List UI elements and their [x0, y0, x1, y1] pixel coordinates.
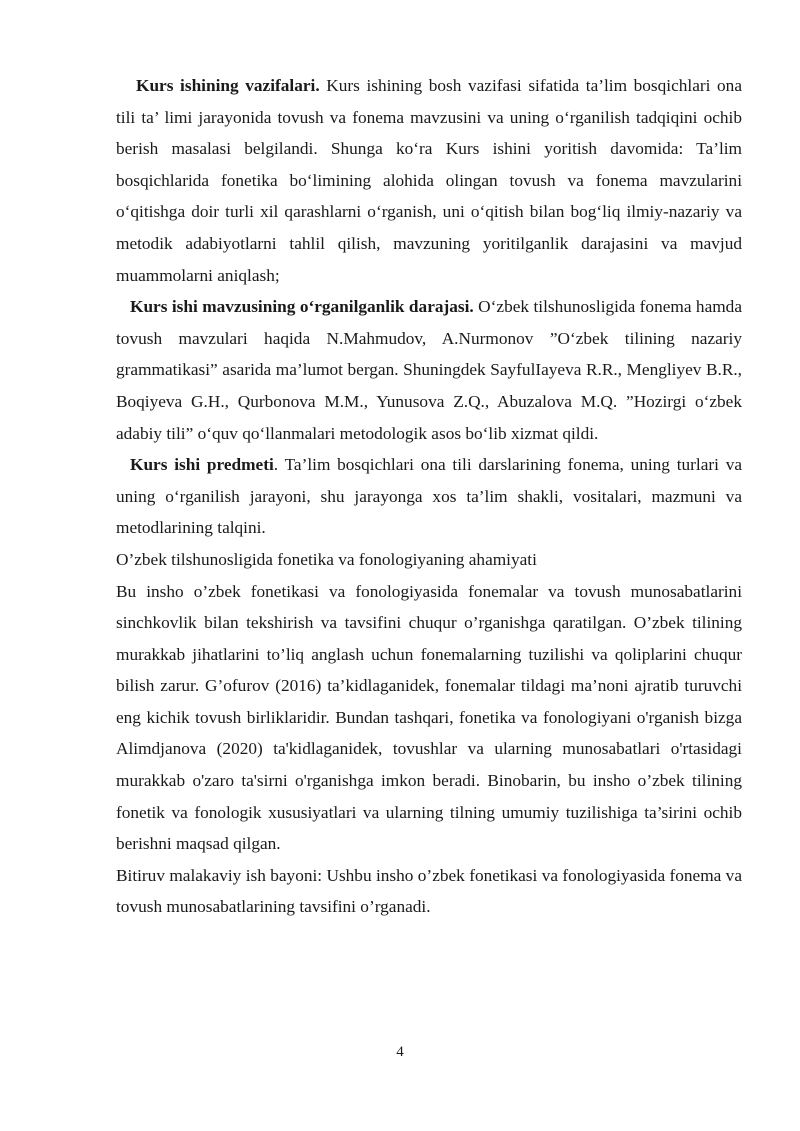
- paragraph-study-level: [116, 291, 742, 449]
- paragraph-course-tasks: [116, 70, 742, 291]
- paragraph-thesis: Bitiruv malakaviy ish bayoni: Ushbu insho o’zbek fonetikasi va fonologiyasida fonema va tovush munosabatlarining tavsifini o’rganadi.: [116, 865, 742, 917]
- document-body: [116, 70, 742, 923]
- paragraph-lead: Kurs ishi mavzusining o‘rganilganlik darajasi.: [130, 297, 474, 317]
- paragraph-text: . Ta’lim bosqichlari ona tili darslarining fonema, uning turlari va uning o‘rganilish jarayoni, shu jarayonga xos ta’lim shakli, vositalari, mazmuni va metodlarining talqini.: [116, 455, 743, 538]
- paragraph-text: O‘zbek tilshunosligida fonema hamda tovush mavzulari haqida N.Mahmudov, A.Nurmonov ”O‘zbek tilining nazariy grammatikasi” asarida ma’lumot bergan. Shuningdek SayfulIayeva R.R., Mengliyev B.R., Boqiyeva G.H., Qurbonova M.M., Yunusova Z.Q., Abuzalova M.Q. ”Hozirgi o‘zbek adabiy tili” o‘quv qo‘llanmalari metodologik asos bo‘lib xizmat qildi.: [116, 297, 742, 443]
- paragraph-course-subject: [116, 449, 742, 544]
- page-number: 4: [396, 1044, 404, 1060]
- paragraph-essay: Bu insho o’zbek fonetikasi va fonologiyasida fonemalar va tovush munosabatlarini sinchkovlik bilan tekshirish va tavsifini chuqur o’rganishga qaratilgan. O’zbek tilining murakkab jihatlarini to’liq anglash uchun fonemalarning tuzilishi va qoliplarini chuqur bilish zarur. G’ofurov (2016) ta’kidlaganidek, fonemalar tildagi ma’noni ajratib turuvchi eng kichik tovush birliklaridir. Bundan tashqari, fonetika va fonologiyani o'rganish bizga Alimdjanova (2020) ta'kidlaganidek, tovushlar va ularning munosabatlari o'rtasidagi murakkab o'zaro ta'sirni o'rganishga imkon beradi. Binobarin, bu insho o’zbek tilining fonetik va fonologik xususiyatlari va ularning tilning umumiy tuzilishiga ta’sirini ochib berishni maqsad qilgan.: [116, 581, 742, 854]
- paragraph-lead: Kurs ishining vazifalari.: [136, 76, 320, 95]
- section-heading: O’zbek tilshunosligida fonetika va fonologiyaning ahamiyati: [116, 549, 537, 569]
- paragraph-lead: Kurs ishi predmeti: [130, 455, 274, 475]
- paragraph-text: Kurs ishining bosh vazifasi sifatida ta’lim bosqichlari ona tili ta’ limi jarayonida tovush va fonema mavzusini va uning o‘rganilish tadqiqini ochib berish masalasi belgilandi. Shunga ko‘ra Kurs ishini yoritish davomida: Ta’lim bosqichlarida fonetika bo‘limining alohida olingan tovush va fonema mavzularini o‘qitishga doir turli xil qarashlarni o‘rganish, uni o‘qitish bilan bog‘liq ilmiy-nazariy va metodik adabiyotlarni tahlil qilish, mavzuning yoritilganlik darajasini va mavjud muammolarni aniqlash;: [116, 76, 742, 285]
